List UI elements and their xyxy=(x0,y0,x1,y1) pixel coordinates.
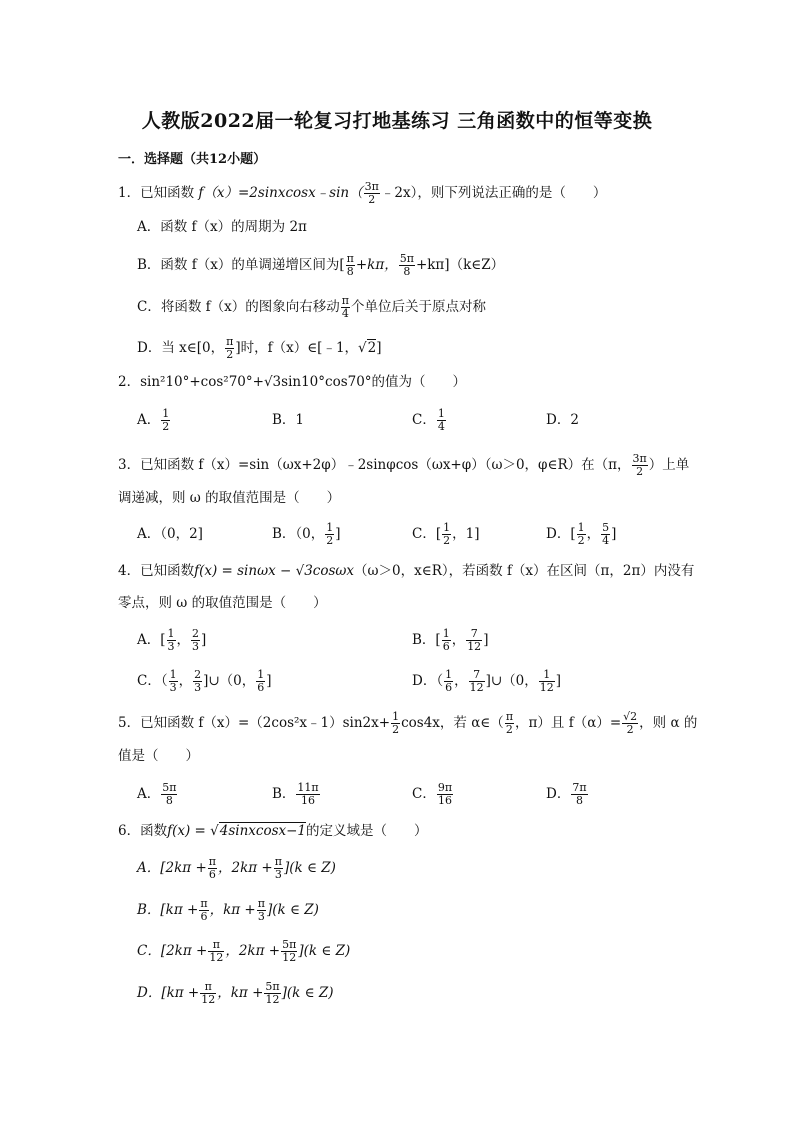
fraction: $\frac{7\pi}{8}$ xyxy=(572,781,587,807)
fraction: $\frac{7}{12}$ xyxy=(469,668,484,694)
fraction: $\frac{1}{6}$ xyxy=(445,668,453,694)
question-6-option-a: A．[2kπ + $\frac{\pi}{6}$ ，2kπ + $\frac{\pi}{3}$ ](k ∈ Z) xyxy=(137,855,336,881)
fraction: $\frac{1}{2}$ xyxy=(326,521,334,547)
fraction: $\frac{11\pi}{16}$ xyxy=(297,781,319,807)
question-3-option-a: A．（0，2] xyxy=(137,526,203,542)
question-6-stem: 6．函数f(x) = √4sinxcosx−1的定义域是（ ） xyxy=(118,823,428,839)
question-4-option-a: A．[ $\frac{1}{3}$ ， $\frac{2}{3}$ ] xyxy=(137,627,207,653)
question-3-option-d: D．[ $\frac{1}{2}$ ， $\frac{5}{4}$ ] xyxy=(546,521,617,547)
fraction: $\frac{1}{3}$ xyxy=(169,668,177,694)
fraction: $\frac{7}{12}$ xyxy=(467,627,482,653)
fraction: $\frac{\pi}{2}$ xyxy=(505,710,514,736)
fraction: $\frac{5\pi}{8}$ xyxy=(399,252,414,278)
fraction: $\frac{5\pi}{8}$ xyxy=(162,781,177,807)
question-2-option-a: A． $\frac{1}{2}$ xyxy=(137,407,170,433)
question-4-stem: 4．已知函数f(x) = sinωx − √3cosωx（ω＞0，x∈R），若函数 f（x）在区间（π，2π）内没有 xyxy=(118,563,695,579)
question-5-option-b: B． $\frac{11\pi}{16}$ xyxy=(272,781,319,807)
fraction: $\frac{1}{2}$ xyxy=(443,521,451,547)
question-2-option-c: C． $\frac{1}{4}$ xyxy=(412,407,445,433)
section-heading: 一．选择题（共12小题） xyxy=(118,152,267,167)
question-2-option-d: D．2 xyxy=(546,412,579,428)
question-1-option-a: A．函数 f（x）的周期为 2π xyxy=(137,219,307,235)
question-5-stem-continued: 值是（ ） xyxy=(118,748,199,764)
fraction: $\frac{\pi}{6}$ xyxy=(200,897,208,923)
fraction: $\frac{1}{2}$ xyxy=(162,407,170,433)
question-5-stem: 5．已知函数 f（x）=（2cos²x﹣1）sin2x+ $\frac{1}{2}$ cos4x，若 α∈（ $\frac{\pi}{2}$ ，π）且 f（α）= $\frac{√2}{2}$ ，则 α 的 xyxy=(118,710,698,736)
fraction: $\frac{1}{2}$ xyxy=(577,521,585,547)
fraction: $\frac{√2}{2}$ xyxy=(623,710,638,736)
fraction: $\frac{\pi}{3}$ xyxy=(257,897,265,923)
question-6-option-d: D．[kπ + $\frac{\pi}{12}$ ，kπ + $\frac{5\pi}{12}$ ](k ∈ Z) xyxy=(137,980,334,1006)
fraction: $\frac{2}{3}$ xyxy=(194,668,202,694)
fraction: $\frac{\pi}{2}$ xyxy=(226,335,234,361)
question-1-option-c: C．将函数 f（x）的图象向右移动 $\frac{\pi}{4}$ 个单位后关于原点对称 xyxy=(137,294,486,320)
question-3-option-c: C．[ $\frac{1}{2}$ ，1] xyxy=(412,521,480,547)
page-title: 人教版2022届一轮复习打地基练习 三角函数中的恒等变换 xyxy=(141,110,653,132)
question-5-option-d: D． $\frac{7\pi}{8}$ xyxy=(546,781,587,807)
fraction: $\frac{1}{4}$ xyxy=(437,407,445,433)
fraction: $\frac{5}{4}$ xyxy=(602,521,610,547)
fraction: $\frac{1}{12}$ xyxy=(539,668,554,694)
question-2-option-b: B．1 xyxy=(272,412,305,428)
fraction: $\frac{9\pi}{16}$ xyxy=(437,781,453,807)
question-3-option-b: B．（0， $\frac{1}{2}$ ] xyxy=(272,521,341,547)
question-1-option-d: D．当 x∈[0， $\frac{\pi}{2}$ ]时，f（x）∈[﹣1，√2] xyxy=(137,335,382,361)
fraction: $\frac{5\pi}{12}$ xyxy=(282,938,297,964)
question-4-option-c: C．（ $\frac{1}{3}$ ， $\frac{2}{3}$ ]∪（0， $\frac{1}{6}$ ] xyxy=(137,668,272,694)
question-5-option-a: A． $\frac{5\pi}{8}$ xyxy=(137,781,177,807)
fraction: $\frac{\pi}{3}$ xyxy=(274,855,282,881)
fraction: $\frac{1}{2}$ xyxy=(392,710,400,736)
fraction: $\frac{\pi}{4}$ xyxy=(341,294,349,320)
question-5-option-c: C． $\frac{9\pi}{16}$ xyxy=(412,781,453,807)
question-4-option-b: B．[ $\frac{1}{6}$ ， $\frac{7}{12}$ ] xyxy=(412,627,489,653)
question-3-stem: 3．已知函数 f（x）=sin（ωx+2φ）﹣2sinφcos（ωx+φ）（ω＞0，φ∈R）在（π， $\frac{3\pi}{2}$ ）上单 xyxy=(118,452,690,478)
question-2-stem: 2．sin²10°+cos²70°+√3sin10°cos70°的值为（ ） xyxy=(118,374,467,390)
fraction: $\frac{5\pi}{12}$ xyxy=(265,980,280,1006)
question-4-stem-continued: 零点，则 ω 的取值范围是（ ） xyxy=(118,595,327,611)
fraction: $\frac{\pi}{12}$ xyxy=(209,938,224,964)
fraction: $\frac{2}{3}$ xyxy=(192,627,200,653)
fraction: $\frac{3\pi}{2}$ xyxy=(632,452,647,478)
question-1-stem: 1．已知函数 f（x）=2sinxcosx﹣sin（ $\frac{3\pi}{2}$ ﹣2x），则下列说法正确的是（ ） xyxy=(118,180,607,206)
fraction: $\frac{3\pi}{2}$ xyxy=(364,180,379,206)
question-6-option-c: C．[2kπ + $\frac{\pi}{12}$ ，2kπ + $\frac{5\pi}{12}$ ](k ∈ Z) xyxy=(137,938,351,964)
question-6-option-b: B．[kπ + $\frac{\pi}{6}$ ，kπ + $\frac{\pi}{3}$ ](k ∈ Z) xyxy=(137,897,319,923)
question-1-option-b: B．函数 f（x）的单调递增区间为[ $\frac{\pi}{8}$ +kπ， $\frac{5\pi}{8}$ +kπ]（k∈Z） xyxy=(137,252,505,278)
question-3-stem-continued: 调递减，则 ω 的取值范围是（ ） xyxy=(118,490,341,506)
fraction: $\frac{\pi}{12}$ xyxy=(201,980,216,1006)
fraction: $\frac{\pi}{8}$ xyxy=(346,252,354,278)
fraction: $\frac{1}{6}$ xyxy=(442,627,450,653)
fraction: $\frac{\pi}{6}$ xyxy=(208,855,216,881)
question-4-option-d: D．（ $\frac{1}{6}$ ， $\frac{7}{12}$ ]∪（0， $\frac{1}{12}$ ] xyxy=(412,668,562,694)
fraction: $\frac{1}{3}$ xyxy=(167,627,175,653)
fraction: $\frac{1}{6}$ xyxy=(257,668,265,694)
